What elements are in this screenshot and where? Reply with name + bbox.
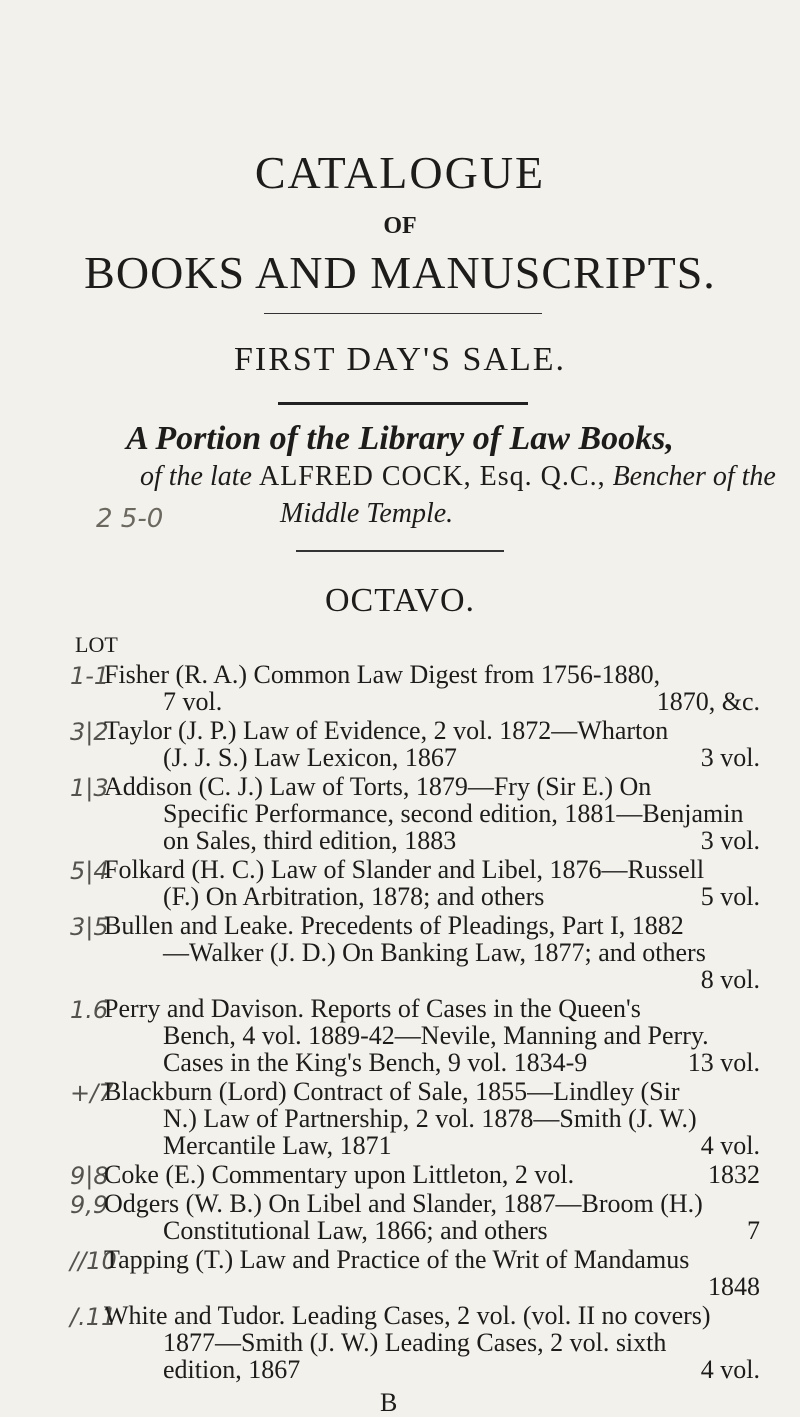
- lot-line: (F.) On Arbitration, 1878; and others: [163, 882, 545, 911]
- lot-extent: 1848: [708, 1272, 760, 1301]
- pencil-price-mark: 3|5: [70, 913, 109, 941]
- lot-line: Constitutional Law, 1866; and others: [163, 1216, 548, 1245]
- lot-line: 7 vol.: [163, 687, 223, 716]
- pencil-price-mark: +/7: [70, 1079, 114, 1107]
- lot-line: Specific Performance, second edition, 1881—Benjamin: [163, 799, 744, 828]
- lot-line: Taylor (J. P.) Law of Evidence, 2 vol. 1872—Wharton: [104, 716, 669, 745]
- lot-line: on Sales, third edition, 1883: [163, 826, 457, 855]
- of-word: OF: [383, 213, 417, 239]
- pencil-annotation: 2 5-0: [96, 504, 164, 534]
- lot-extent: 1870, &c.: [656, 687, 760, 716]
- pencil-price-mark: 1|3: [70, 774, 109, 802]
- lot-line: Mercantile Law, 1871: [163, 1131, 392, 1160]
- lot-line: —Walker (J. D.) On Banking Law, 1877; and others: [163, 938, 706, 967]
- portion-heading: A Portion of the Library of Law Books,: [126, 420, 674, 457]
- pencil-price-mark: /.11: [70, 1303, 117, 1331]
- lot-line: White and Tudor. Leading Cases, 2 vol. (vol. II no covers): [104, 1301, 711, 1330]
- of-the-late: of the late: [140, 461, 252, 492]
- lot-extent: 13 vol.: [687, 1048, 760, 1077]
- lot-line: Addison (C. J.) Law of Torts, 1879—Fry (Sir E.) On: [104, 772, 652, 801]
- pencil-price-mark: 1.6: [70, 996, 109, 1024]
- lot-line: Bullen and Leake. Precedents of Pleadings, Part I, 1882: [104, 911, 684, 940]
- catalogue-title: CATALOGUE: [254, 147, 546, 198]
- signature-mark: B: [380, 1388, 398, 1417]
- lot-extent: 1832: [708, 1160, 760, 1189]
- lot-line: Folkard (H. C.) Law of Slander and Libel, 1876—Russell: [104, 855, 705, 884]
- divider-rule: [264, 313, 542, 314]
- pencil-price-mark: //10: [70, 1247, 117, 1275]
- pencil-price-mark: 9,9: [70, 1191, 109, 1219]
- lot-column-header: LOT: [75, 632, 118, 657]
- lot-extent: 8 vol.: [700, 965, 760, 994]
- owner-line: [140, 463, 776, 491]
- pencil-price-mark: 9|8: [70, 1162, 109, 1190]
- lot-extent: 3 vol.: [700, 743, 760, 772]
- temple-line: Middle Temple.: [280, 498, 454, 529]
- lot-line: N.) Law of Partnership, 2 vol. 1878—Smith (J. W.): [163, 1104, 697, 1133]
- pencil-price-mark: 3|2: [70, 718, 109, 746]
- lot-line: Fisher (R. A.) Common Law Digest from 1756-1880,: [104, 660, 661, 689]
- lot-line: Bench, 4 vol. 1889-42—Nevile, Manning and Perry.: [163, 1021, 709, 1050]
- lot-line: 1877—Smith (J. W.) Leading Cases, 2 vol. sixth: [163, 1328, 667, 1357]
- pencil-price-mark: 5|4: [70, 857, 109, 885]
- lot-extent: 4 vol.: [700, 1131, 760, 1160]
- lot-line: Blackburn (Lord) Contract of Sale, 1855—Lindley (Sir: [104, 1077, 680, 1106]
- divider-rule: [296, 550, 504, 552]
- lot-line: Coke (E.) Commentary upon Littleton, 2 vol.: [104, 1160, 575, 1189]
- lot-extent: 7: [747, 1216, 760, 1245]
- lot-line: Cases in the King's Bench, 9 vol. 1834-9: [163, 1048, 588, 1077]
- section-title: OCTAVO.: [324, 582, 476, 619]
- divider-rule: [278, 402, 528, 405]
- bencher-text: Bencher of the: [612, 461, 776, 492]
- pencil-price-mark: 1-1: [70, 662, 110, 690]
- lot-extent: 5 vol.: [700, 882, 760, 911]
- books-title: BOOKS AND MANUSCRIPTS.: [84, 247, 716, 298]
- lot-line: edition, 1867: [163, 1355, 301, 1384]
- lot-line: Tapping (T.) Law and Practice of the Writ of Mandamus: [104, 1245, 690, 1274]
- lot-line: Odgers (W. B.) On Libel and Slander, 1887—Broom (H.): [104, 1189, 703, 1218]
- lot-extent: 3 vol.: [700, 826, 760, 855]
- lot-extent: 4 vol.: [700, 1355, 760, 1384]
- lot-line: (J. J. S.) Law Lexicon, 1867: [163, 743, 457, 772]
- owner-name: ALFRED COCK, Esq. Q.C.,: [258, 461, 606, 492]
- lot-line: Perry and Davison. Reports of Cases in the Queen's: [104, 994, 641, 1023]
- sale-title: FIRST DAY'S SALE.: [233, 341, 567, 378]
